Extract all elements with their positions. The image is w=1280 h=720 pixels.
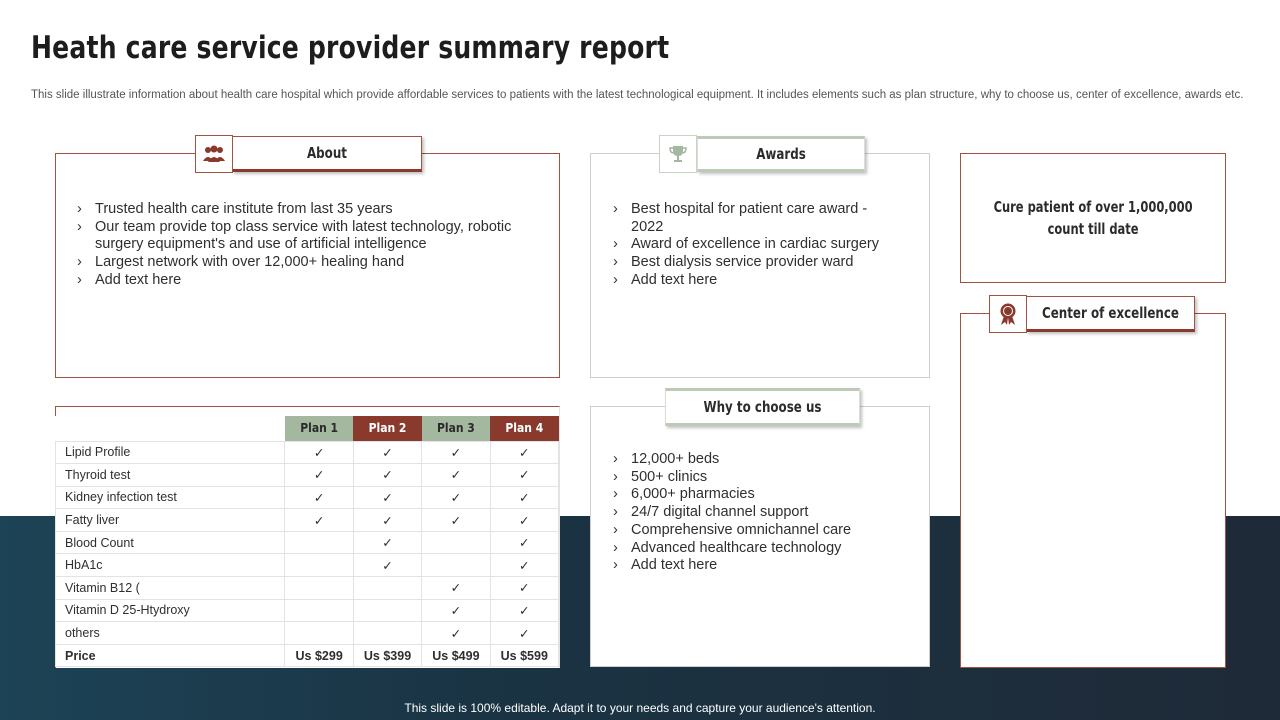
table-header-row	[56, 416, 559, 441]
table-row	[56, 441, 559, 464]
plan-2-check-cell: ✓	[353, 441, 421, 464]
test-name-cell: Blood Count	[56, 531, 285, 554]
plan-2-check-cell: ✓	[353, 509, 421, 532]
plan-4-check-cell: ✓	[490, 509, 558, 532]
stat-line-1: Cure patient of over 1,000,000	[993, 198, 1193, 216]
plan-3-check-cell	[422, 554, 490, 577]
plan-4-check-cell: ✓	[490, 577, 558, 600]
plan-2-check-cell: ✓	[353, 486, 421, 509]
test-name-cell: others	[56, 622, 285, 645]
plan-3-check-cell	[422, 531, 490, 554]
test-name-cell: Vitamin B12 (	[56, 577, 285, 600]
why-choose-tab-label: Why to choose us	[703, 398, 822, 416]
plan-2-check-cell: ✓	[353, 554, 421, 577]
list-item: › Our team provide top class service with latest technology, robotic surgery equipment's and use of artificial intelligence	[75, 219, 535, 254]
plans-table	[55, 416, 559, 667]
why-choose-tab	[665, 388, 860, 426]
stat-text	[960, 153, 1226, 283]
plan-2-check-cell: ✓	[353, 464, 421, 487]
about-tab	[232, 136, 422, 172]
plan-3-check-cell: ✓	[422, 441, 490, 464]
page-subtitle: This slide illustrate information about health care hospital which provide affordable services to patients with the latest technological equipment. It includes elements such as plan structure, why to choose us, center of excellence, awards etc.	[31, 89, 1244, 101]
table-row	[56, 622, 559, 645]
table-row	[56, 531, 559, 554]
list-item: › Award of excellence in cardiac surgery	[611, 236, 901, 254]
list-item: › Best dialysis service provider ward	[611, 254, 901, 272]
list-item: › Comprehensive omnichannel care	[611, 522, 911, 540]
list-item: › 500+ clinics	[611, 469, 911, 487]
plan-1-check-cell: ✓	[285, 464, 353, 487]
list-item: › 24/7 digital channel support	[611, 504, 911, 522]
plan-2-check-cell	[353, 622, 421, 645]
plan-1-check-cell	[285, 554, 353, 577]
plan-1-check-cell	[285, 622, 353, 645]
plan-3-header: Plan 3	[422, 416, 490, 441]
plan-4-price: Us $599	[490, 644, 558, 667]
page-title: Heath care service provider summary report	[31, 30, 670, 66]
plan-4-header: Plan 4	[490, 416, 558, 441]
center-of-excellence-card	[960, 313, 1226, 668]
list-item: › Largest network with over 12,000+ healing hand	[75, 254, 535, 272]
plan-1-check-cell	[285, 599, 353, 622]
stat-line-2: count till date	[1047, 220, 1139, 238]
plan-2-header: Plan 2	[353, 416, 421, 441]
plan-3-check-cell: ✓	[422, 577, 490, 600]
footer-note: This slide is 100% editable. Adapt it to your needs and capture your audience's attention.	[404, 701, 876, 715]
table-row	[56, 554, 559, 577]
plan-3-check-cell: ✓	[422, 509, 490, 532]
why-choose-list	[611, 451, 911, 575]
plan-1-check-cell	[285, 577, 353, 600]
plan-3-price: Us $499	[422, 644, 490, 667]
test-name-cell: Thyroid test	[56, 464, 285, 487]
plan-4-check-cell: ✓	[490, 486, 558, 509]
plan-2-price: Us $399	[353, 644, 421, 667]
list-item: › 6,000+ pharmacies	[611, 486, 911, 504]
list-item: › Best hospital for patient care award - 2022	[611, 201, 901, 236]
plan-3-check-cell: ✓	[422, 599, 490, 622]
about-tab-label: About	[306, 144, 347, 162]
table-row	[56, 486, 559, 509]
awards-tab	[697, 136, 865, 172]
plan-1-check-cell: ✓	[285, 486, 353, 509]
plan-4-check-cell: ✓	[490, 554, 558, 577]
awards-list	[611, 201, 901, 290]
plan-1-header: Plan 1	[285, 416, 353, 441]
test-name-cell: Vitamin D 25-Htydroxy	[56, 599, 285, 622]
plan-1-check-cell	[285, 531, 353, 554]
price-label: Price	[56, 644, 285, 667]
test-name-cell: Kidney infection test	[56, 486, 285, 509]
test-name-cell: Fatty liver	[56, 509, 285, 532]
plan-3-check-cell: ✓	[422, 622, 490, 645]
plan-4-check-cell: ✓	[490, 622, 558, 645]
center-of-excellence-tab	[1026, 296, 1195, 332]
list-item: › Add text here	[611, 272, 901, 290]
plan-3-check-cell: ✓	[422, 464, 490, 487]
list-item: › Trusted health care institute from last 35 years	[75, 201, 535, 219]
table-row	[56, 599, 559, 622]
center-of-excellence-tab-label: Center of excellence	[1042, 304, 1179, 322]
about-list	[75, 201, 535, 290]
plan-1-check-cell: ✓	[285, 509, 353, 532]
test-name-cell: Lipid Profile	[56, 441, 285, 464]
medal-icon	[989, 295, 1027, 333]
plan-2-check-cell	[353, 577, 421, 600]
plan-4-check-cell: ✓	[490, 531, 558, 554]
plan-1-check-cell: ✓	[285, 441, 353, 464]
plan-2-check-cell: ✓	[353, 531, 421, 554]
plan-2-check-cell	[353, 599, 421, 622]
table-row	[56, 509, 559, 532]
test-name-cell: HbA1c	[56, 554, 285, 577]
plan-4-check-cell: ✓	[490, 599, 558, 622]
plan-1-price: Us $299	[285, 644, 353, 667]
plan-4-check-cell: ✓	[490, 441, 558, 464]
list-item: › Add text here	[75, 272, 535, 290]
trophy-icon	[659, 135, 697, 173]
plan-4-check-cell: ✓	[490, 464, 558, 487]
plan-3-check-cell: ✓	[422, 486, 490, 509]
table-row	[56, 464, 559, 487]
list-item: › Add text here	[611, 557, 911, 575]
awards-tab-label: Awards	[756, 145, 806, 163]
table-row	[56, 577, 559, 600]
list-item: › 12,000+ beds	[611, 451, 911, 469]
group-icon	[195, 135, 233, 173]
price-row	[56, 644, 559, 667]
list-item: › Advanced healthcare technology	[611, 540, 911, 558]
